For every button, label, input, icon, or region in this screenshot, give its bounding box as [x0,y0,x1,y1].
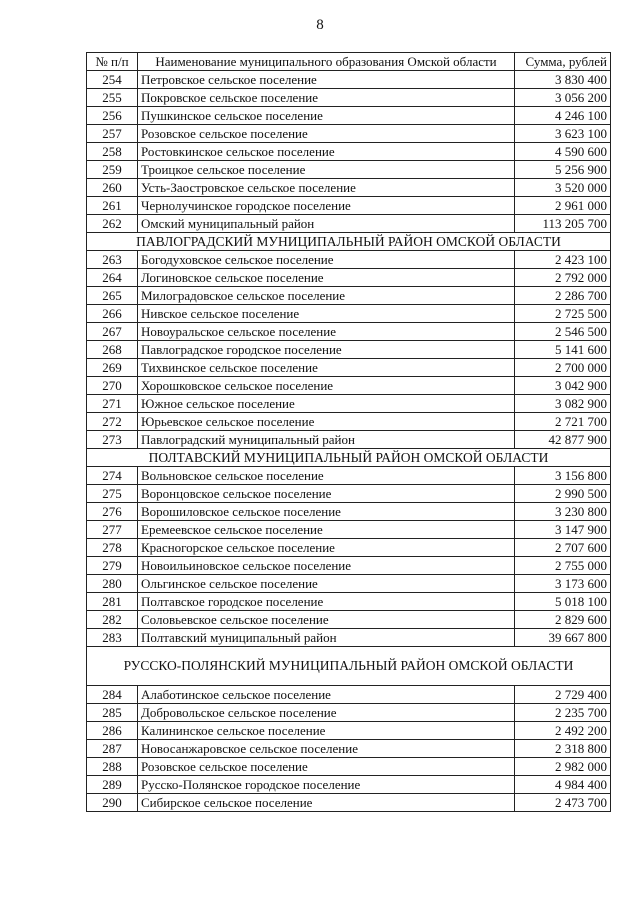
table-row [87,341,611,359]
table-row [87,686,611,704]
table-row [87,758,611,776]
row-number: 271 [87,395,138,413]
amount: 3 623 100 [515,125,611,143]
section-title: РУССКО-ПОЛЯНСКИЙ МУНИЦИПАЛЬНЫЙ РАЙОН ОМСКОЙ ОБЛАСТИ [87,647,611,686]
table-row [87,575,611,593]
municipality-name: Красногорское сельское поселение [138,539,515,557]
table-row [87,125,611,143]
municipality-name: Нивское сельское поселение [138,305,515,323]
row-number: 268 [87,341,138,359]
row-number: 264 [87,269,138,287]
section-title: ПАВЛОГРАДСКИЙ МУНИЦИПАЛЬНЫЙ РАЙОН ОМСКОЙ ОБЛАСТИ [87,233,611,251]
table-row [87,89,611,107]
municipality-name: Павлоградский муниципальный район [138,431,515,449]
amount: 2 700 000 [515,359,611,377]
table-row [87,557,611,575]
section-row [87,449,611,467]
row-number: 278 [87,539,138,557]
table-row [87,197,611,215]
amount: 5 141 600 [515,341,611,359]
table-row [87,71,611,89]
amount: 4 984 400 [515,776,611,794]
municipality-name: Логиновское сельское поселение [138,269,515,287]
row-number: 285 [87,704,138,722]
row-number: 259 [87,161,138,179]
row-number: 288 [87,758,138,776]
section-row [87,233,611,251]
header-sum: Сумма, рублей [515,53,611,71]
amount: 2 990 500 [515,485,611,503]
row-number: 279 [87,557,138,575]
table-row [87,722,611,740]
amount: 2 792 000 [515,269,611,287]
table-row [87,179,611,197]
table-body [87,71,611,812]
amount: 3 520 000 [515,179,611,197]
municipality-name: Тихвинское сельское поселение [138,359,515,377]
amount: 39 667 800 [515,629,611,647]
table-row [87,521,611,539]
amount: 2 721 700 [515,413,611,431]
amount: 4 590 600 [515,143,611,161]
amount: 5 018 100 [515,593,611,611]
amount: 2 982 000 [515,758,611,776]
municipality-name: Вольновское сельское поселение [138,467,515,485]
municipality-name: Омский муниципальный район [138,215,515,233]
municipality-name: Полтавский муниципальный район [138,629,515,647]
row-number: 282 [87,611,138,629]
municipality-name: Усть-Заостровское сельское поселение [138,179,515,197]
municipality-name: Ольгинское сельское поселение [138,575,515,593]
table-row [87,431,611,449]
section-title: ПОЛТАВСКИЙ МУНИЦИПАЛЬНЫЙ РАЙОН ОМСКОЙ ОБЛАСТИ [87,449,611,467]
row-number: 255 [87,89,138,107]
table-row [87,161,611,179]
table-row [87,377,611,395]
amount: 2 473 700 [515,794,611,812]
municipality-name: Чернолучинское городское поселение [138,197,515,215]
table-row [87,503,611,521]
row-number: 272 [87,413,138,431]
table-row [87,593,611,611]
row-number: 269 [87,359,138,377]
row-number: 275 [87,485,138,503]
table-row [87,776,611,794]
table-row [87,467,611,485]
table-row [87,704,611,722]
row-number: 263 [87,251,138,269]
table-row [87,794,611,812]
amount: 4 246 100 [515,107,611,125]
row-number: 277 [87,521,138,539]
table-row [87,323,611,341]
table-row [87,251,611,269]
municipality-name: Покровское сельское поселение [138,89,515,107]
row-number: 289 [87,776,138,794]
municipality-name: Новосанжаровское сельское поселение [138,740,515,758]
row-number: 280 [87,575,138,593]
table-row [87,539,611,557]
budget-table [86,52,611,812]
row-number: 256 [87,107,138,125]
row-number: 267 [87,323,138,341]
row-number: 258 [87,143,138,161]
table-row [87,215,611,233]
municipality-name: Юрьевское сельское поселение [138,413,515,431]
amount: 2 546 500 [515,323,611,341]
municipality-name: Петровское сельское поселение [138,71,515,89]
row-number: 262 [87,215,138,233]
table-row [87,413,611,431]
row-number: 290 [87,794,138,812]
row-number: 283 [87,629,138,647]
amount: 3 173 600 [515,575,611,593]
amount: 5 256 900 [515,161,611,179]
table-row [87,629,611,647]
table-header [87,53,611,71]
row-number: 261 [87,197,138,215]
header-number: № п/п [87,53,138,71]
amount: 2 829 600 [515,611,611,629]
table-row [87,287,611,305]
amount: 2 707 600 [515,539,611,557]
amount: 2 729 400 [515,686,611,704]
municipality-name: Новоильиновское сельское поселение [138,557,515,575]
amount: 2 961 000 [515,197,611,215]
municipality-name: Хорошковское сельское поселение [138,377,515,395]
amount: 3 830 400 [515,71,611,89]
header-row [87,53,611,71]
table-row [87,269,611,287]
municipality-name: Еремеевское сельское поселение [138,521,515,539]
amount: 3 056 200 [515,89,611,107]
amount: 2 286 700 [515,287,611,305]
municipality-name: Ростовкинское сельское поселение [138,143,515,161]
municipality-name: Полтавское городское поселение [138,593,515,611]
municipality-name: Сибирское сельское поселение [138,794,515,812]
amount: 2 423 100 [515,251,611,269]
section-row [87,647,611,686]
table-row [87,611,611,629]
table-row [87,143,611,161]
municipality-name: Милоградовское сельское поселение [138,287,515,305]
municipality-name: Богодуховское сельское поселение [138,251,515,269]
amount: 2 235 700 [515,704,611,722]
amount: 113 205 700 [515,215,611,233]
amount: 3 230 800 [515,503,611,521]
row-number: 270 [87,377,138,395]
municipality-name: Пушкинское сельское поселение [138,107,515,125]
table-row [87,305,611,323]
municipality-name: Добровольское сельское поселение [138,704,515,722]
row-number: 273 [87,431,138,449]
header-name: Наименование муниципального образования Омской области [138,53,515,71]
municipality-name: Воронцовское сельское поселение [138,485,515,503]
amount: 3 082 900 [515,395,611,413]
row-number: 284 [87,686,138,704]
municipality-name: Розовское сельское поселение [138,125,515,143]
municipality-name: Павлоградское городское поселение [138,341,515,359]
municipality-name: Ворошиловское сельское поселение [138,503,515,521]
amount: 2 318 800 [515,740,611,758]
municipality-name: Новоуральское сельское поселение [138,323,515,341]
amount: 3 156 800 [515,467,611,485]
row-number: 257 [87,125,138,143]
amount: 2 725 500 [515,305,611,323]
page-number: 8 [316,17,324,33]
row-number: 266 [87,305,138,323]
municipality-name: Розовское сельское поселение [138,758,515,776]
table-row [87,107,611,125]
row-number: 274 [87,467,138,485]
row-number: 287 [87,740,138,758]
amount: 2 492 200 [515,722,611,740]
row-number: 254 [87,71,138,89]
amount: 3 147 900 [515,521,611,539]
municipality-name: Русско-Полянское городское поселение [138,776,515,794]
municipality-name: Калининское сельское поселение [138,722,515,740]
amount: 2 755 000 [515,557,611,575]
table-row [87,485,611,503]
row-number: 286 [87,722,138,740]
row-number: 281 [87,593,138,611]
municipality-name: Троицкое сельское поселение [138,161,515,179]
row-number: 265 [87,287,138,305]
municipality-name: Южное сельское поселение [138,395,515,413]
amount: 3 042 900 [515,377,611,395]
row-number: 260 [87,179,138,197]
table-row [87,359,611,377]
row-number: 276 [87,503,138,521]
amount: 42 877 900 [515,431,611,449]
municipality-name: Соловьевское сельское поселение [138,611,515,629]
table-row [87,395,611,413]
municipality-name: Алаботинское сельское поселение [138,686,515,704]
table-row [87,740,611,758]
